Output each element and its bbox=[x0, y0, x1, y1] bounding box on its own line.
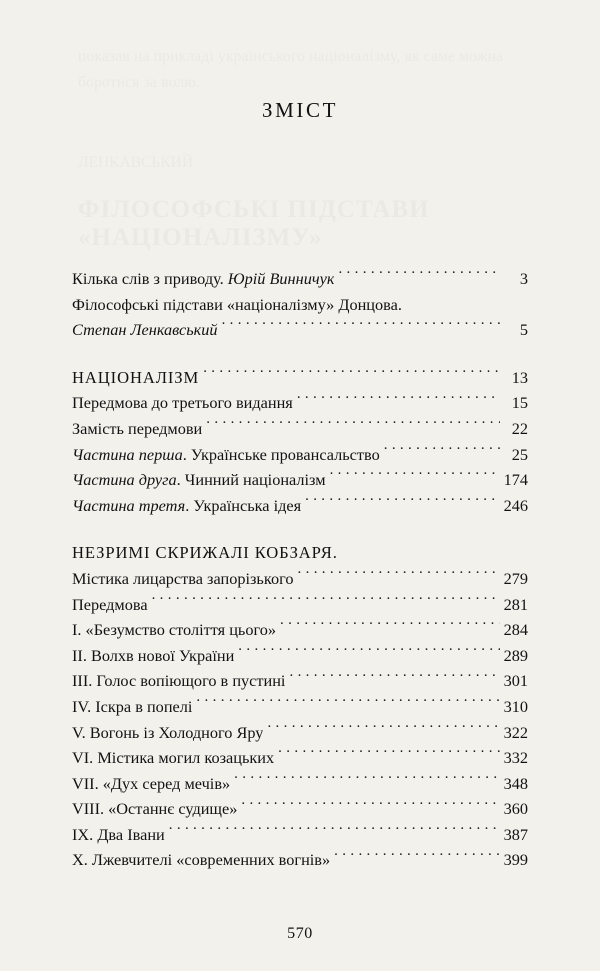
toc-entry-label: IX. Два Івани bbox=[72, 824, 165, 844]
toc-entry-label: Кілька слів з приводу. Юрій Винничук bbox=[72, 269, 335, 288]
toc-entry[interactable] bbox=[72, 592, 528, 618]
toc-leader-dots bbox=[206, 418, 500, 434]
toc-entry[interactable] bbox=[72, 390, 528, 416]
toc-entry-page: 289 bbox=[503, 645, 528, 665]
toc-entry-label: Передмова до третього видання bbox=[72, 393, 293, 413]
toc-entry[interactable] bbox=[72, 745, 528, 771]
toc-entry-label: VIII. «Останнє судище» bbox=[72, 799, 238, 819]
toc-entry-page: 348 bbox=[503, 773, 528, 793]
toc-leader-dots bbox=[169, 824, 500, 840]
toc-entry-label: Степан Ленкавський bbox=[72, 320, 218, 340]
toc-entry[interactable] bbox=[72, 643, 528, 669]
toc-entry-label: V. Вогонь із Холодного Яру bbox=[72, 722, 264, 742]
toc-entry-page: 15 bbox=[511, 393, 528, 413]
toc-entry-label: Передмова bbox=[72, 594, 148, 614]
toc-leader-dots bbox=[342, 542, 500, 558]
toc-entry-page: 387 bbox=[503, 824, 528, 844]
toc-entry[interactable] bbox=[72, 292, 528, 318]
toc-entry-label: X. Лжевчителі «современних вогнів» bbox=[72, 850, 331, 870]
toc-group-nezrymi-skryzhali bbox=[72, 540, 528, 873]
toc-entry[interactable] bbox=[72, 694, 528, 720]
toc-entry-label: VII. «Дух серед мечів» bbox=[72, 773, 231, 793]
toc-entry-page: 281 bbox=[503, 594, 528, 614]
toc-entry-label: Частина третя. Українська ідея bbox=[72, 495, 302, 515]
toc-section-heading[interactable] bbox=[72, 540, 528, 566]
toc-entry-page: 246 bbox=[503, 495, 528, 515]
toc-entry[interactable] bbox=[72, 617, 528, 643]
page-folio-number: 570 bbox=[287, 925, 313, 942]
toc-leader-dots bbox=[330, 469, 500, 485]
toc-entry-label: III. Голос вопіющого в пустині bbox=[72, 671, 286, 691]
toc-entry-page: 3 bbox=[519, 269, 528, 288]
toc-entry-label: Замість передмови bbox=[72, 418, 203, 438]
toc-entry-page: 332 bbox=[503, 748, 528, 768]
toc-entry-label: Філософські підстави «націоналізму» Донцова. bbox=[72, 294, 402, 314]
toc-leader-dots bbox=[334, 849, 500, 865]
toc-entry[interactable] bbox=[72, 847, 528, 873]
toc-entry-label: II. Волхв нової України bbox=[72, 645, 235, 665]
toc-entry[interactable] bbox=[72, 416, 528, 442]
toc-entry[interactable] bbox=[72, 266, 528, 292]
toc-entry-page: 174 bbox=[503, 470, 528, 490]
toc-leader-dots bbox=[384, 443, 500, 459]
toc-entry-page: 301 bbox=[503, 671, 528, 691]
showthrough-line-1: показав на прикладі українського націоналізму, як саме можна боротися за волю. bbox=[78, 48, 504, 91]
toc-entry-label: I. «Безумство століття цього» bbox=[72, 620, 277, 640]
toc-leader-dots bbox=[298, 568, 501, 584]
toc-entry-label: IV. Іскра в попелі bbox=[72, 696, 193, 716]
toc-entry-label: НАЦІОНАЛІЗМ bbox=[72, 367, 200, 387]
toc-leader-dots bbox=[241, 798, 500, 814]
toc-entry-page: 322 bbox=[503, 722, 528, 742]
toc-entry[interactable] bbox=[72, 668, 528, 694]
toc-entry[interactable] bbox=[72, 467, 528, 493]
toc-group-front-matter bbox=[72, 266, 528, 343]
toc-entry-page: 360 bbox=[503, 799, 528, 819]
toc-entry[interactable] bbox=[72, 771, 528, 797]
toc-leader-dots bbox=[278, 747, 500, 763]
toc-entry-page: 399 bbox=[503, 850, 528, 870]
toc-leader-dots bbox=[289, 670, 500, 686]
toc-entry-section-heading[interactable] bbox=[72, 365, 528, 391]
toc-leader-dots bbox=[222, 319, 500, 335]
page-title: ЗМІСТ bbox=[261, 98, 339, 122]
showthrough-line-2: ЛЕНКАВСЬКИЙ bbox=[78, 154, 194, 171]
toc-entry[interactable] bbox=[72, 796, 528, 822]
toc-leader-dots bbox=[234, 772, 500, 788]
toc-entry-page: 5 bbox=[519, 320, 528, 340]
toc-entry-label: Містика лицарства запорізького bbox=[72, 568, 294, 588]
toc-leader-dots bbox=[406, 293, 500, 309]
toc-entry[interactable] bbox=[72, 822, 528, 848]
toc-section-heading-label: НЕЗРИМІ СКРИЖАЛІ КОБЗАРЯ. bbox=[72, 543, 338, 563]
toc-leader-dots bbox=[297, 392, 500, 408]
toc-leader-dots bbox=[238, 644, 500, 660]
toc-entry[interactable] bbox=[72, 442, 528, 468]
toc-leader-dots bbox=[196, 696, 500, 712]
toc-entry[interactable] bbox=[72, 317, 528, 343]
toc-entry-page: 13 bbox=[511, 367, 528, 387]
toc-leader-dots bbox=[152, 593, 500, 609]
table-of-contents bbox=[72, 266, 528, 873]
toc-entry[interactable] bbox=[72, 566, 528, 592]
toc-entry-page: 284 bbox=[503, 620, 528, 640]
toc-entry-page: 25 bbox=[511, 444, 528, 464]
toc-group-nacionalizm bbox=[72, 365, 528, 519]
toc-entry[interactable] bbox=[72, 720, 528, 746]
toc-leader-dots bbox=[305, 494, 500, 510]
toc-entry[interactable] bbox=[72, 493, 528, 519]
toc-leader-dots bbox=[203, 366, 500, 382]
toc-leader-dots bbox=[338, 268, 500, 284]
toc-entry-label: Частина друга. Чинний націоналізм bbox=[72, 470, 326, 490]
showthrough-heading: ФІЛОСОФСЬКІ ПІДСТАВИ «НАЦІОНАЛІЗМУ» bbox=[78, 196, 430, 251]
toc-entry-label: VI. Містика могил козацьких bbox=[72, 748, 275, 768]
toc-leader-dots bbox=[280, 619, 500, 635]
toc-entry-page: 22 bbox=[511, 418, 528, 438]
toc-entry-page: 310 bbox=[503, 696, 528, 716]
toc-entry-page: 279 bbox=[503, 568, 528, 588]
toc-entry-label: Частина перша. Українське провансальство bbox=[72, 444, 380, 464]
toc-leader-dots bbox=[267, 721, 500, 737]
